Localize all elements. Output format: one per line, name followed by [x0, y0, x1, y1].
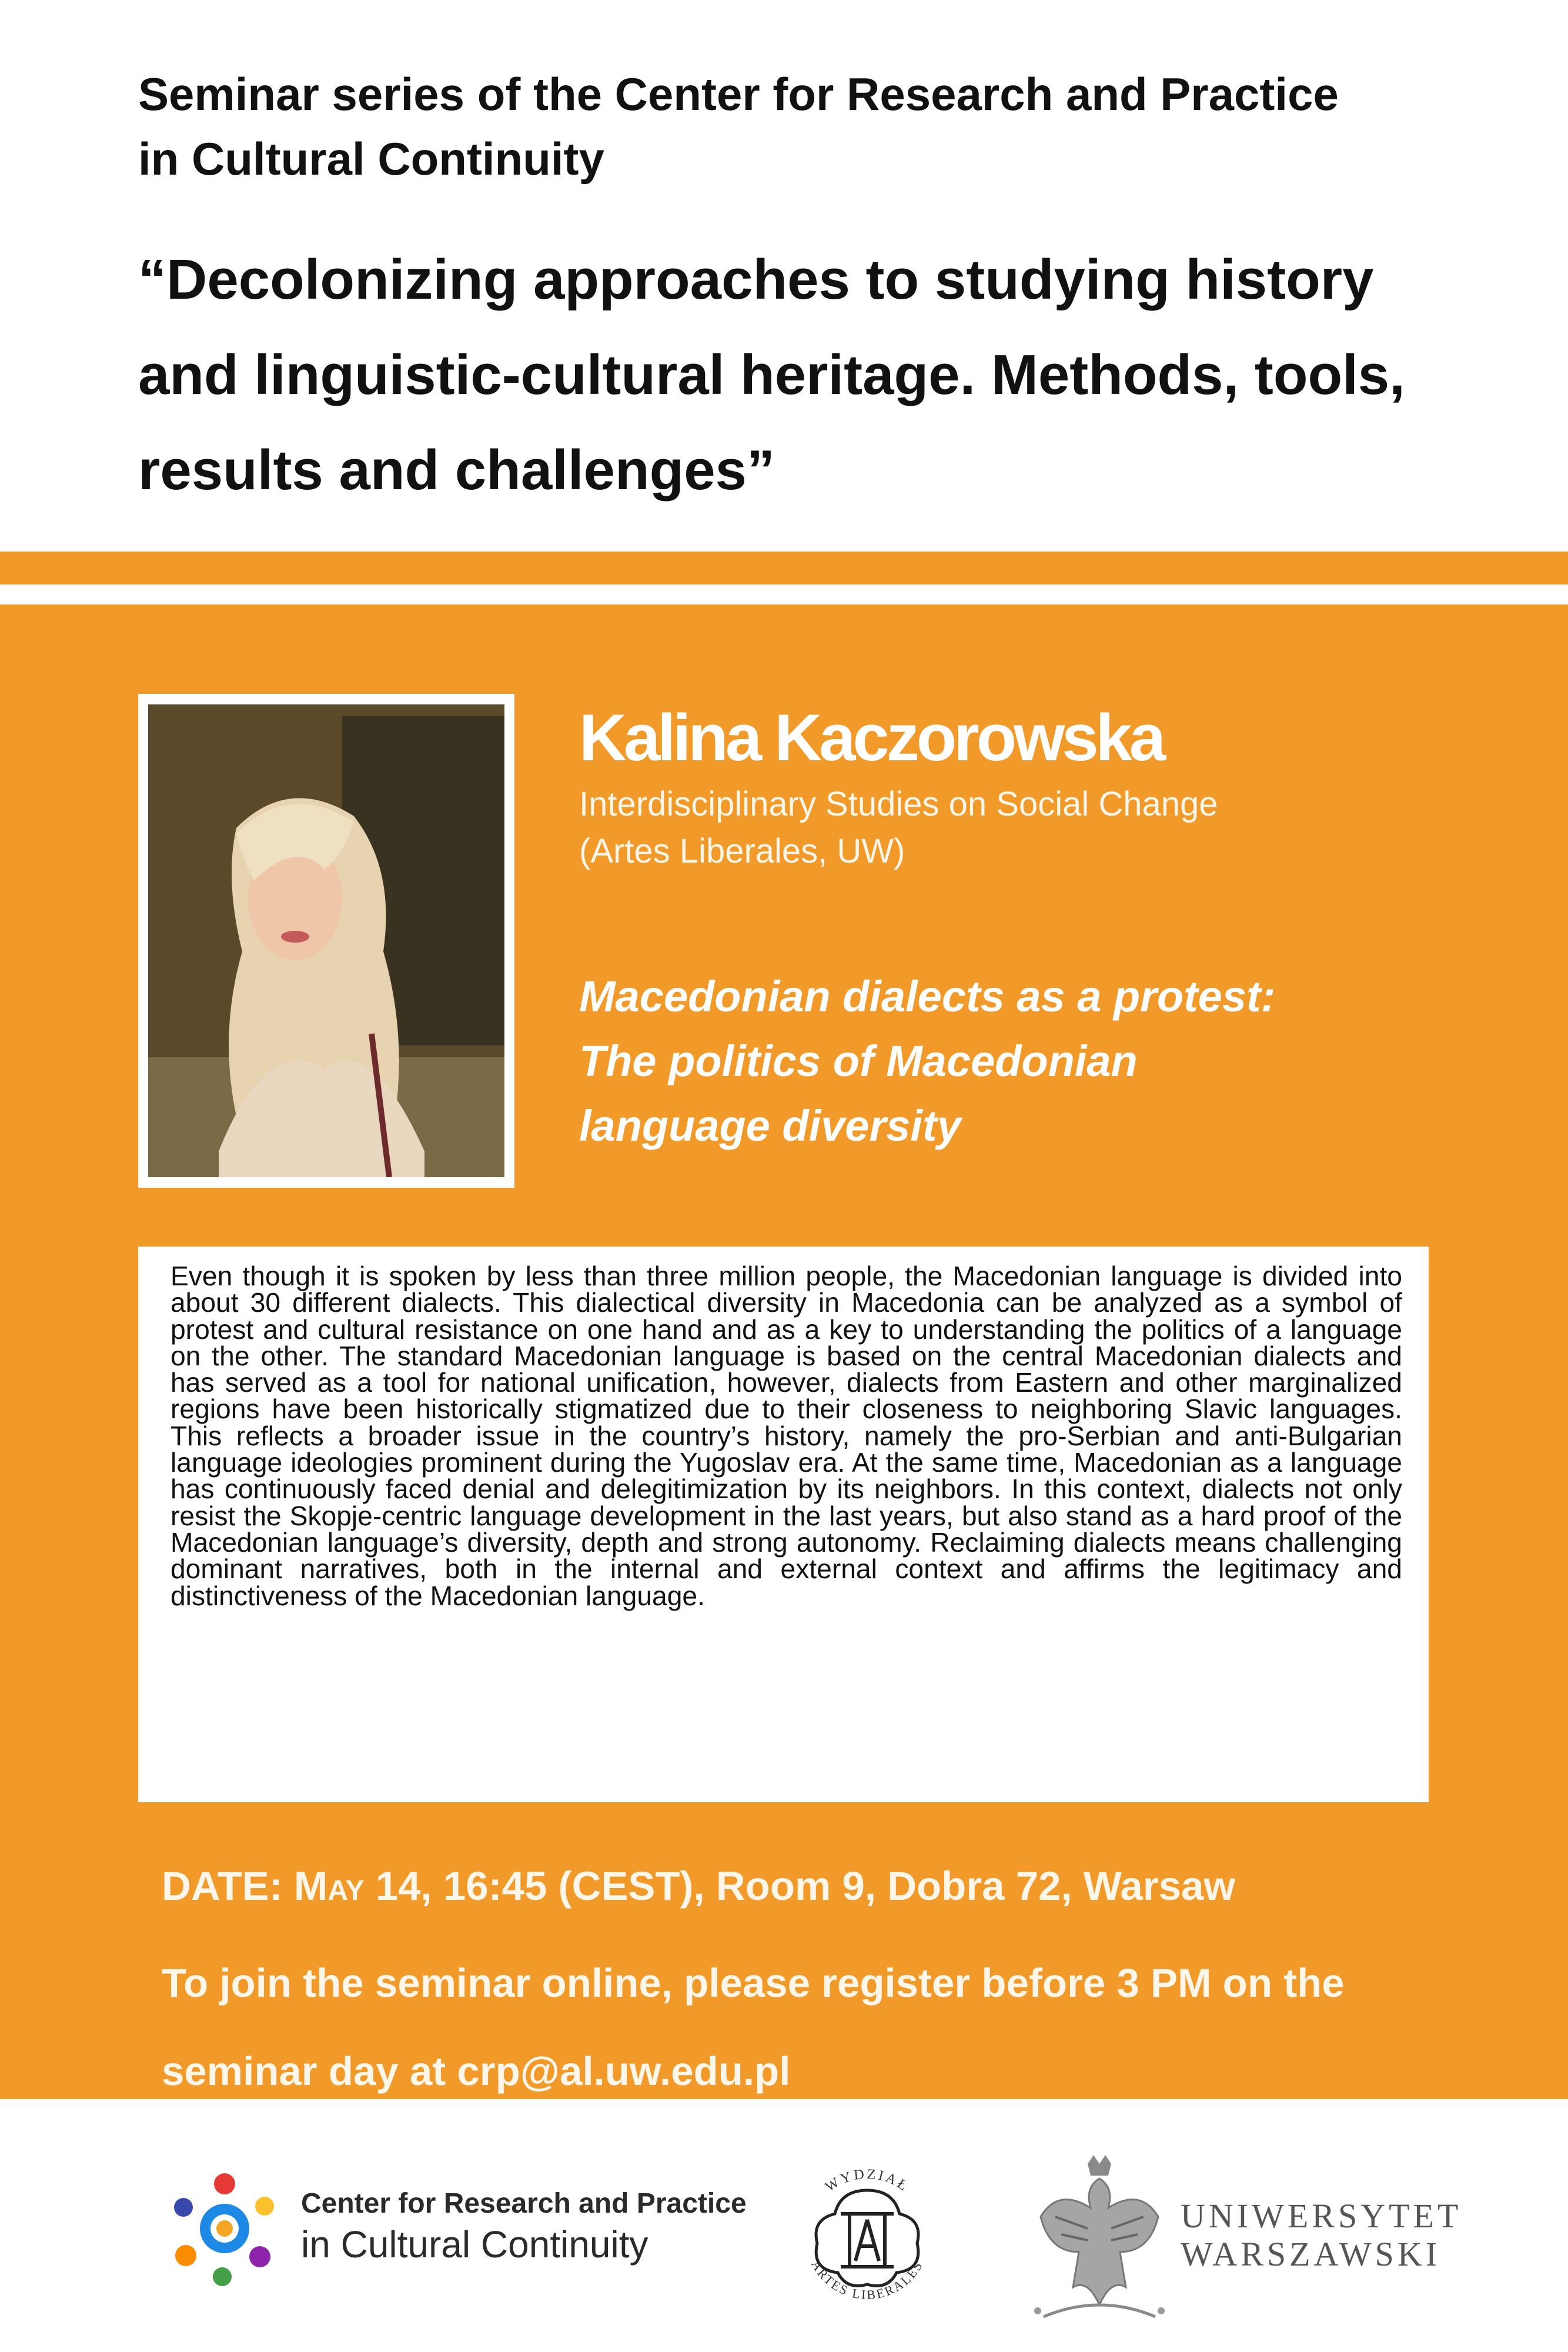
- event-online-line2: seminar day at crp@al.uw.edu.pl: [162, 2049, 791, 2094]
- uw-name-line2: WARSZAWSKI: [1181, 2235, 1441, 2273]
- speaker-affiliation: [579, 781, 1402, 875]
- talk-title-line2: The politics of Macedonian: [579, 1037, 1138, 1085]
- speaker-photo: [148, 704, 504, 1177]
- crp-name-line2: in Cultural Continuity: [301, 2223, 648, 2266]
- event-date-details: , 16:45 (CEST), Room 9, Dobra 72, Warsaw: [420, 1863, 1236, 1909]
- series-title: [138, 62, 1449, 191]
- uw-name-line1: UNIWERSYTET: [1181, 2197, 1462, 2235]
- event-online-line1: To join the seminar online, please register before 3 PM on the: [162, 1960, 1345, 2006]
- seminar-title: “Decolonizing approaches to studying history and linguistic-cultural heritage. Methods, tools, results and challenges”: [138, 248, 1405, 502]
- speaker-name: Kalina Kaczorowska: [579, 701, 1164, 774]
- talk-title-line3: language diversity: [579, 1101, 961, 1150]
- orange-stripe: [0, 552, 1568, 584]
- svg-text:ARTES LIBERALES: ARTES LIBERALES: [808, 2257, 926, 2303]
- svg-text:WYDZIAŁ: WYDZIAŁ: [823, 2166, 912, 2196]
- speaker-portrait: [148, 704, 504, 1177]
- event-online-registration: [162, 1939, 1514, 2116]
- speaker-affiliation-line1: Interdisciplinary Studies on Social Change: [579, 785, 1218, 823]
- crp-name-line1: Center for Research and Practice: [301, 2188, 747, 2219]
- series-title-line2: in Cultural Continuity: [138, 133, 604, 185]
- series-title-line1: Seminar series of the Center for Research and Practice: [138, 68, 1339, 120]
- event-date-value: May 14: [293, 1863, 421, 1909]
- talk-title-line1: Macedonian dialects as a protest:: [579, 972, 1276, 1021]
- speaker-affiliation-line2: (Artes Liberales, UW): [579, 832, 905, 870]
- event-date-label: DATE:: [162, 1863, 283, 1909]
- artes-liberales-logo-icon: [782, 2149, 952, 2320]
- crp-logo-icon: [166, 2170, 283, 2287]
- uw-eagle-icon: [1032, 2152, 1167, 2328]
- event-date: [162, 1863, 1514, 1909]
- abstract-text: Even though it is spoken by less than three million people, the Macedonian language is divided into about 30 different dialects. This dialectical diversity in Macedonia can be analyzed as a symbol of protest and cultural resistance on one hand and as a key to understanding the politics of a language on the other. The standard Macedonian language is based on the central Macedonian dialects and has served as a tool for national unification, however, dialects from Eastern and other marginalized regions have been historically stigmatized due to their closeness to neighboring Slavic languages. This reflects a broader issue in the country’s history, namely the pro-Serbian and anti-Bulgarian language ideologies prominent during the Yugoslav era. At the same time, Macedonian as a language has continuously faced denial and delegitimization by its neighbors. In this context, dialects not only resist the Skopje-centric language development in the last years, but also stand as a hard proof of the Macedonian language’s diversity, depth and strong autonomy. Reclaiming dialects means challenging dominant narratives, both in the internal and external context and affirms the legitimacy and distinctiveness of the Macedonian language.: [170, 1261, 1402, 1611]
- talk-title: [579, 964, 1432, 1158]
